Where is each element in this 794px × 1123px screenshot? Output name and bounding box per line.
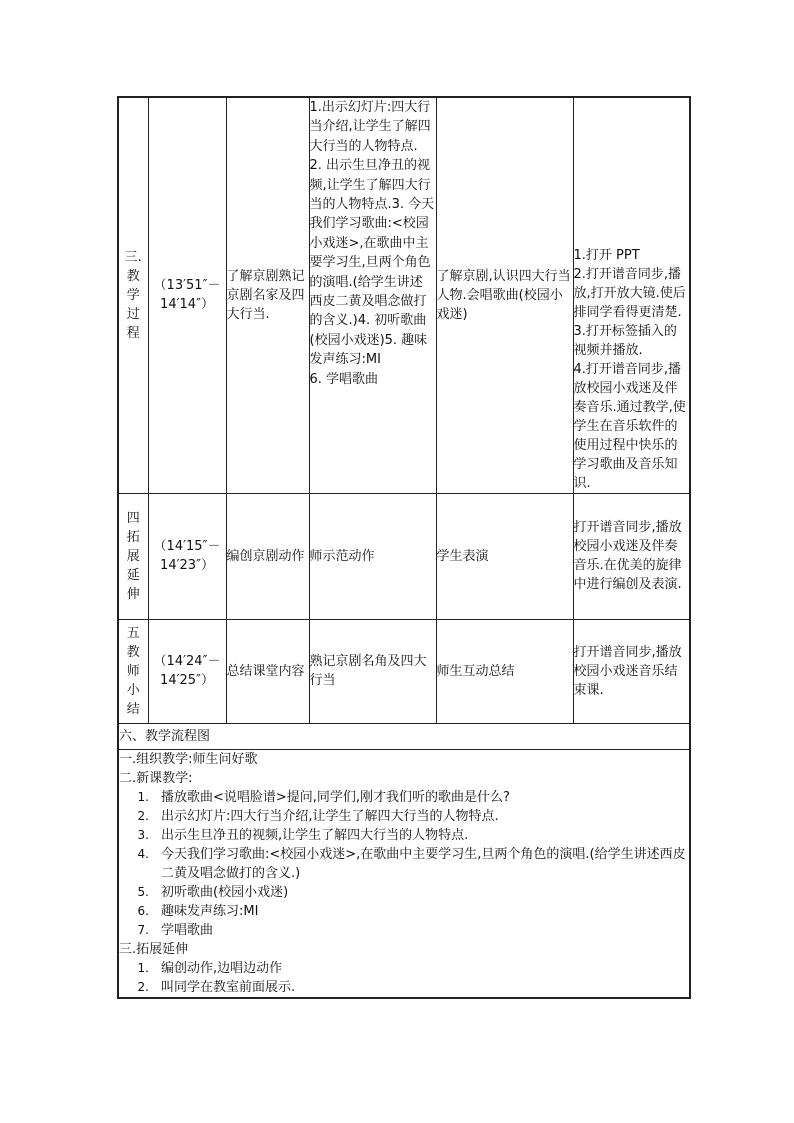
flow-step-heading: 二.新课教学: [119, 770, 193, 786]
list-item-text: 叫同学在教室前面展示. [161, 979, 296, 995]
stage-char: 过 [126, 306, 140, 322]
list-item: 2. 叫同学在教室前面展示. [119, 978, 689, 997]
teacher-step: 2. 出示生旦净丑的视频,让学生了解四大行当的人物特点.3. 今天我们学习歌曲:<校园小戏迷>,在歌曲中主要学习生,旦两个角色的演唱.(给学生讲述西皮二黄及唱念做打的含义.)4. 初听歌曲(校园小戏迷)5. 趣味发声练习:MI [309, 158, 435, 368]
student-activity-cell: 学生表演 [436, 493, 573, 619]
lesson-plan-page [117, 96, 689, 999]
media-cell: 打开谱音同步,播放校园小戏迷音乐结束课. [573, 619, 690, 723]
media-step: 1.打开 PPT [573, 247, 640, 263]
list-item: 1. 播放歌曲<说唱脸谱>提问,同学们,刚才我们听的歌曲是什么? [119, 788, 689, 807]
list-item-text: 初听歌曲(校园小戏迷) [161, 884, 289, 900]
list-item-text: 今天我们学习歌曲:<校园小戏迷>,在歌曲中主要学习生,旦两个角色的演唱.(给学生讲述西皮二黄及唱念做打的含义.) [161, 846, 686, 881]
list-item-text: 趣味发声练习:MI [161, 903, 259, 919]
stage-char: 五 [126, 625, 140, 641]
student-activity-cell: 了解京剧,认识四大行当人物.会唱歌曲(校园小戏迷) [436, 97, 573, 493]
stage-cell [118, 97, 148, 493]
stage-char: 拓 [126, 529, 140, 545]
media-cell [573, 97, 690, 493]
lesson-table [117, 96, 691, 999]
stage-char: 教 [126, 268, 140, 284]
stage-cell [118, 493, 148, 619]
table-row [118, 749, 690, 998]
list-item: 3. 出示生旦净丑的视频,让学生了解四大行当的人物特点. [119, 826, 689, 845]
stage-char: 伸 [126, 586, 140, 602]
list-item-text: 编创动作,边唱边动作 [161, 960, 283, 976]
table-row [118, 97, 690, 493]
stage-char: 四 [126, 510, 140, 526]
media-step: 3.打开标签插入的视频并播放. [573, 323, 677, 358]
list-item: 6. 趣味发声练习:MI [119, 902, 689, 921]
list-item: 7. 学唱歌曲 [119, 921, 689, 940]
goal-cell: 编创京剧动作 [226, 493, 309, 619]
stage-char: 展 [126, 548, 140, 564]
teacher-activity-cell [309, 97, 436, 493]
media-cell: 打开谱音同步,播放校园小戏迷及伴奏音乐.在优美的旋律中进行编创及表演. [573, 493, 690, 619]
flow-content [118, 749, 690, 998]
stage-char: 程 [126, 325, 140, 341]
goal-cell: 了解京剧熟记京剧名家及四大行当. [226, 97, 309, 493]
list-item-text: 出示幻灯片:四大行当介绍,让学生了解四大行当的人物特点. [161, 808, 499, 824]
flow-list [119, 959, 689, 997]
student-activity-cell: 师生互动总结 [436, 619, 573, 723]
time-cell: （14′15″－14′23″） [148, 493, 226, 619]
time-cell: （14′24″－14′25″） [148, 619, 226, 723]
table-row [118, 723, 690, 749]
list-item: 2. 出示幻灯片:四大行当介绍,让学生了解四大行当的人物特点. [119, 807, 689, 826]
section-heading: 六、教学流程图 [118, 723, 690, 749]
stage-char: 延 [126, 567, 140, 583]
list-item: 5. 初听歌曲(校园小戏迷) [119, 883, 689, 902]
time-cell: （13′51″－14′14″） [148, 97, 226, 493]
stage-char: 学 [126, 287, 140, 303]
flow-step-heading: 三.拓展延伸 [119, 941, 189, 957]
list-item-text: 出示生旦净丑的视频,让学生了解四大行当的人物特点. [161, 827, 469, 843]
list-item: 1. 编创动作,边唱边动作 [119, 959, 689, 978]
table-row [118, 493, 690, 619]
media-step: 4.打开谱音同步,播放校园小戏迷及伴奏音乐.通过教学,使学生在音乐软件的使用过程中快乐的学习歌曲及音乐知识. [573, 361, 686, 491]
stage-char: 小 [126, 682, 140, 698]
flow-list [119, 788, 689, 940]
list-item-text: 播放歌曲<说唱脸谱>提问,同学们,刚才我们听的歌曲是什么? [161, 789, 510, 805]
table-row [118, 619, 690, 723]
stage-char: 结 [126, 701, 140, 717]
stage-char: 三. [124, 249, 142, 265]
list-item: 4. 今天我们学习歌曲:<校园小戏迷>,在歌曲中主要学习生,旦两个角色的演唱.(给学生讲述西皮二黄及唱念做打的含义.) [119, 845, 689, 883]
teacher-activity-cell: 师示范动作 [309, 493, 436, 619]
stage-cell [118, 619, 148, 723]
teacher-step: 1.出示幻灯片:四大行当介绍,让学生了解四大行当的人物特点. [309, 100, 431, 154]
teacher-step: 6. 学唱歌曲 [309, 371, 379, 387]
stage-char: 师 [126, 663, 140, 679]
teacher-activity-cell: 熟记京剧名角及四大行当 [309, 619, 436, 723]
list-item-text: 学唱歌曲 [161, 922, 214, 938]
stage-char: 教 [126, 644, 140, 660]
media-step: 2.打开谱音同步,播放,打开放大镜.使后排同学看得更清楚. [573, 266, 686, 320]
flow-step-heading: 一.组织教学:师生问好歌 [119, 751, 258, 767]
goal-cell: 总结课堂内容 [226, 619, 309, 723]
